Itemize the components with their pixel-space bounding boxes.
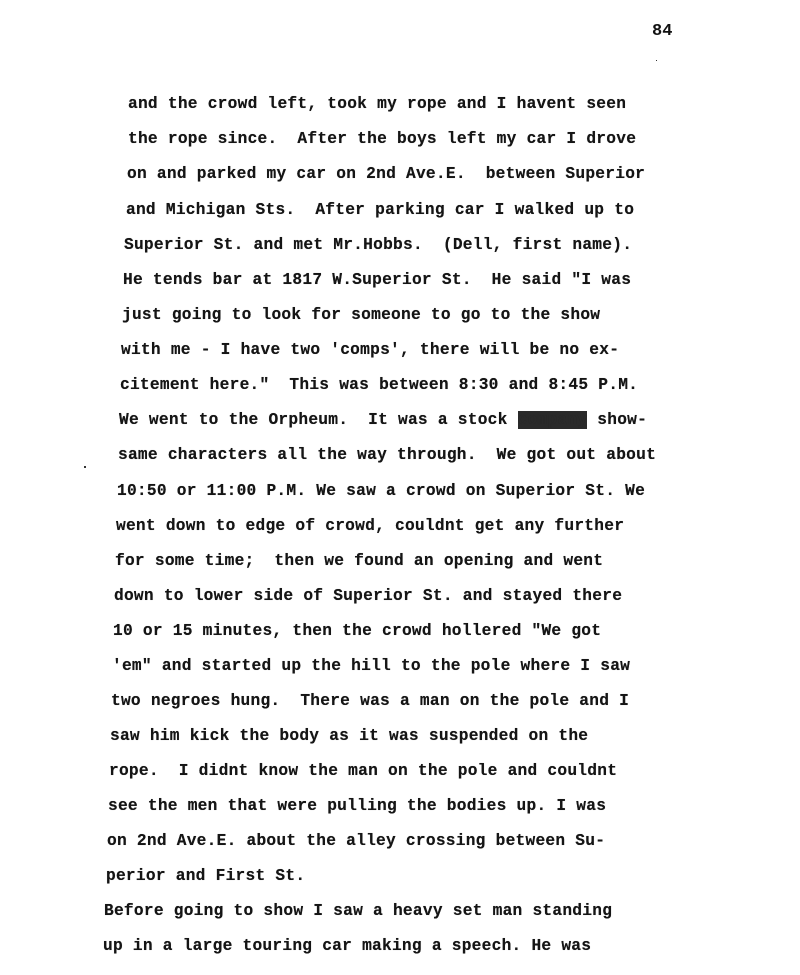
line-text: the rope since. After the boys left my car I drove [128,130,637,148]
text-line [115,551,603,571]
line-text-tail: show- [587,411,648,429]
text-line [109,761,617,781]
line-text: same characters all the way through. We got out about [118,446,657,464]
text-line [107,831,605,851]
paper-speck [84,466,86,468]
text-line [116,516,624,536]
line-text: We went to the Orpheum. It was a stock [119,411,518,429]
text-line [119,410,647,430]
text-line [110,726,588,746]
line-text: on and parked my car on 2nd Ave.E. between Superior [127,165,646,183]
text-line [117,481,645,501]
line-text: up in a large touring car making a speech. He was [103,937,592,955]
line-text: see the men that were pulling the bodies up. I was [108,797,607,815]
text-line [126,200,634,220]
line-text: Before going to show I saw a heavy set man standing [104,902,613,920]
line-text: with me - I have two 'comps', there will be no ex- [121,341,620,359]
text-line [111,691,629,711]
line-text: citement here." This was between 8:30 and 8:45 P.M. [120,376,639,394]
line-text: He tends bar at 1817 W.Superior St. He said "I was [123,271,632,289]
text-line [128,129,636,149]
text-line [108,796,606,816]
line-text: Superior St. and met Mr.Hobbs. (Dell, first name). [124,236,633,254]
text-line [104,901,612,921]
line-text: down to lower side of Superior St. and stayed there [114,587,623,605]
text-line [127,164,645,184]
line-text: for some time; then we found an opening and went [115,552,604,570]
text-line [114,586,622,606]
text-line [103,936,591,956]
line-text: just going to look for someone to go to the show [122,306,601,324]
line-text: two negroes hung. There was a man on the pole and I [111,692,630,710]
line-text: and Michigan Sts. After parking car I walked up to [126,201,635,219]
line-text: 10 or 15 minutes, then the crowd hollered "We got [113,622,602,640]
text-line [112,656,630,676]
text-line [118,445,656,465]
struck-out-word: company [517,411,588,429]
text-line [121,340,619,360]
paper-speck [656,60,657,61]
text-line [106,866,305,886]
line-text: and the crowd left, took my rope and I havent seen [128,95,627,113]
text-line [124,235,632,255]
line-text: on 2nd Ave.E. about the alley crossing between Su- [107,832,606,850]
text-line [120,375,638,395]
text-line [113,621,601,641]
line-text: rope. I didnt know the man on the pole and couldnt [109,762,618,780]
line-text: 'em" and started up the hill to the pole where I saw [112,657,631,675]
text-line [128,94,626,114]
page-number: 84 [652,22,673,41]
line-text: 10:50 or 11:00 P.M. We saw a crowd on Superior St. We [117,482,646,500]
text-line [123,270,631,290]
text-line [122,305,600,325]
line-text: perior and First St. [106,867,306,885]
line-text: went down to edge of crowd, couldnt get any further [116,517,625,535]
line-text: saw him kick the body as it was suspended on the [110,727,589,745]
